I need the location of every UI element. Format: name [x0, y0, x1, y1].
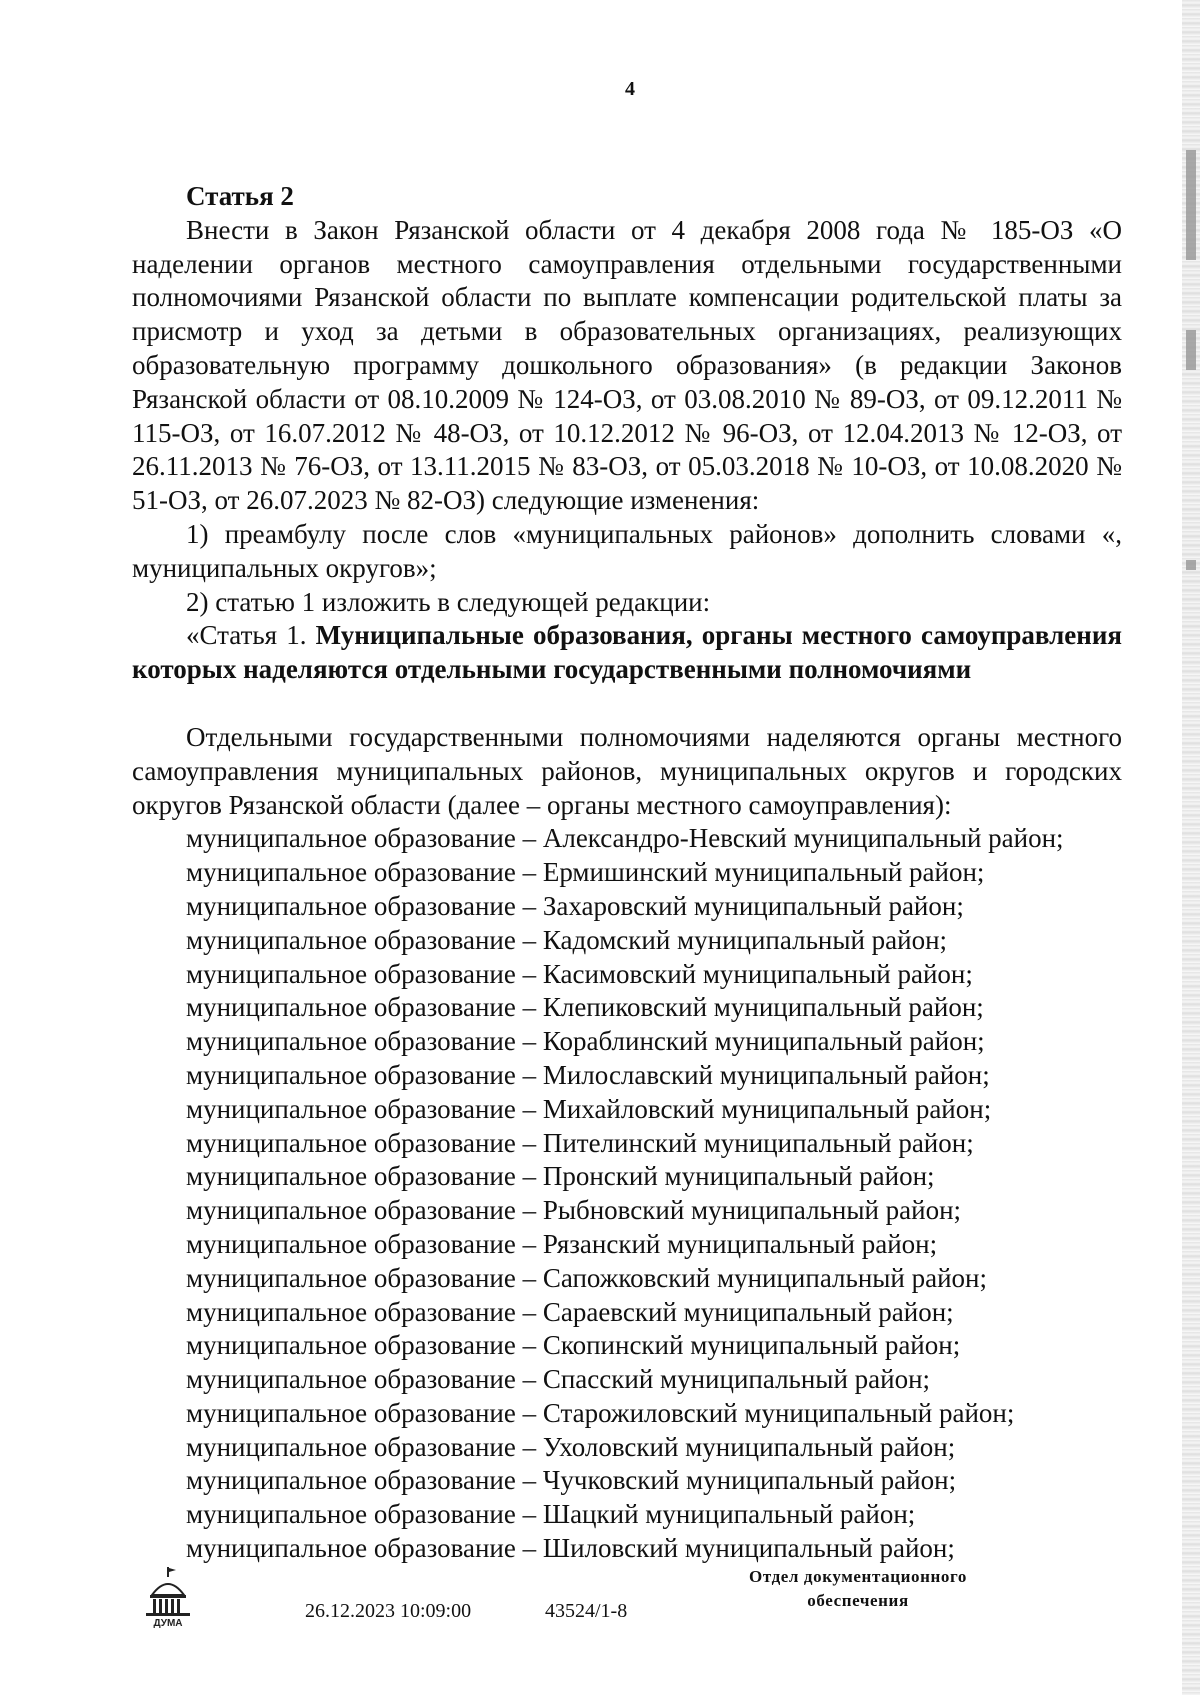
list-item: муниципальное образование – Чучковский муниципальный район;: [186, 1465, 957, 1496]
list-item: муниципальное образование – Старожиловский муниципальный район;: [186, 1397, 1015, 1428]
list-item: муниципальное образование – Сараевский муниципальный район;: [186, 1296, 954, 1327]
new-article-heading: [132, 619, 1122, 687]
spacer: [132, 687, 1122, 721]
list-item: муниципальное образование – Касимовский муниципальный район;: [186, 958, 973, 989]
list-item: муниципальное образование – Александро-Невский муниципальный район;: [186, 823, 1064, 854]
new-article-title: Муниципальные образования, органы местного самоуправления которых наделяются отдельными государственными полномочиями: [132, 620, 1123, 685]
list-item: муниципальное образование – Кораблинский муниципальный район;: [186, 1026, 985, 1057]
list-item: муниципальное образование – Клепиковский муниципальный район;: [186, 992, 984, 1023]
municipality-list: [132, 822, 1122, 1566]
amendment-item-2: 2) статью 1 изложить в следующей редакции:: [186, 586, 711, 617]
list-item: муниципальное образование – Рыбновский муниципальный район;: [186, 1195, 962, 1226]
department-line-1: Отдел документационного: [749, 1567, 967, 1586]
list-item: муниципальное образование – Кадомский муниципальный район;: [186, 924, 948, 955]
list-item: муниципальное образование – Пителинский муниципальный район;: [186, 1127, 974, 1158]
article-heading: Статья 2: [186, 181, 294, 211]
list-item: муниципальное образование – Пронский муниципальный район;: [186, 1161, 935, 1192]
body-paragraph: Отдельными государственными полномочиями наделяются органы местного самоуправления муниципальных районов, муниципальных округов и городских округов Рязанской области (далее – органы местного самоуправления):: [132, 721, 1122, 820]
intro-paragraph: Внести в Закон Рязанской области от 4 декабря 2008 года № 185-ОЗ «О наделении органов местного самоуправления отдельными государственными полномочиями Рязанской области по выплате компенсации родительской платы за присмотр и уход за детьми в образовательных организациях, реализующих образовательную программу дошкольного образования» (в редакции Законов Рязанской области от 08.10.2009 № 124-ОЗ, от 03.08.2010 № 89-ОЗ, от 09.12.2011 № 115-ОЗ, от 16.07.2012 № 48-ОЗ, от 10.12.2012 № 96-ОЗ, от 12.04.2013 № 12-ОЗ, от 26.11.2013 № 76-ОЗ, от 13.11.2015 № 83-ОЗ, от 05.03.2018 № 10-ОЗ, от 10.08.2020 № 51-ОЗ, от 26.07.2023 № 82-ОЗ) следующие изменения:: [132, 214, 1122, 516]
page-number: 4: [625, 78, 635, 100]
list-item: муниципальное образование – Захаровский муниципальный район;: [186, 890, 964, 921]
new-article-prefix: «Статья 1.: [186, 620, 307, 651]
registration-number: 43524/1-8: [545, 1600, 628, 1622]
list-item: муниципальное образование – Спасский муниципальный район;: [186, 1364, 931, 1395]
list-item: муниципальное образование – Михайловский муниципальный район;: [186, 1093, 992, 1124]
list-item: муниципальное образование – Скопинский муниципальный район;: [186, 1330, 961, 1361]
amendment-item-1: 1) преамбулу после слов «муниципальных районов» дополнить словами «, муниципальных округов»;: [132, 518, 1122, 583]
logo-text: ДУМА: [153, 1618, 183, 1629]
registration-date: 26.12.2023 10:09:00: [305, 1600, 472, 1622]
list-item: муниципальное образование – Ухоловский муниципальный район;: [186, 1431, 956, 1462]
list-item: муниципальное образование – Сапожковский муниципальный район;: [186, 1262, 988, 1293]
scan-edge-artifact: [1182, 0, 1200, 1695]
document-body: [132, 180, 1122, 1566]
duma-building-icon: [140, 1565, 196, 1629]
department-line-2: обеспечения: [807, 1591, 909, 1610]
department-stamp: [708, 1565, 1008, 1613]
list-item: муниципальное образование – Шиловский муниципальный район;: [186, 1533, 955, 1564]
list-item: муниципальное образование – Рязанский муниципальный район;: [186, 1228, 938, 1259]
list-item: муниципальное образование – Шацкий муниципальный район;: [186, 1499, 916, 1530]
list-item: муниципальное образование – Милославский муниципальный район;: [186, 1059, 990, 1090]
list-item: муниципальное образование – Ермишинский муниципальный район;: [186, 857, 985, 888]
